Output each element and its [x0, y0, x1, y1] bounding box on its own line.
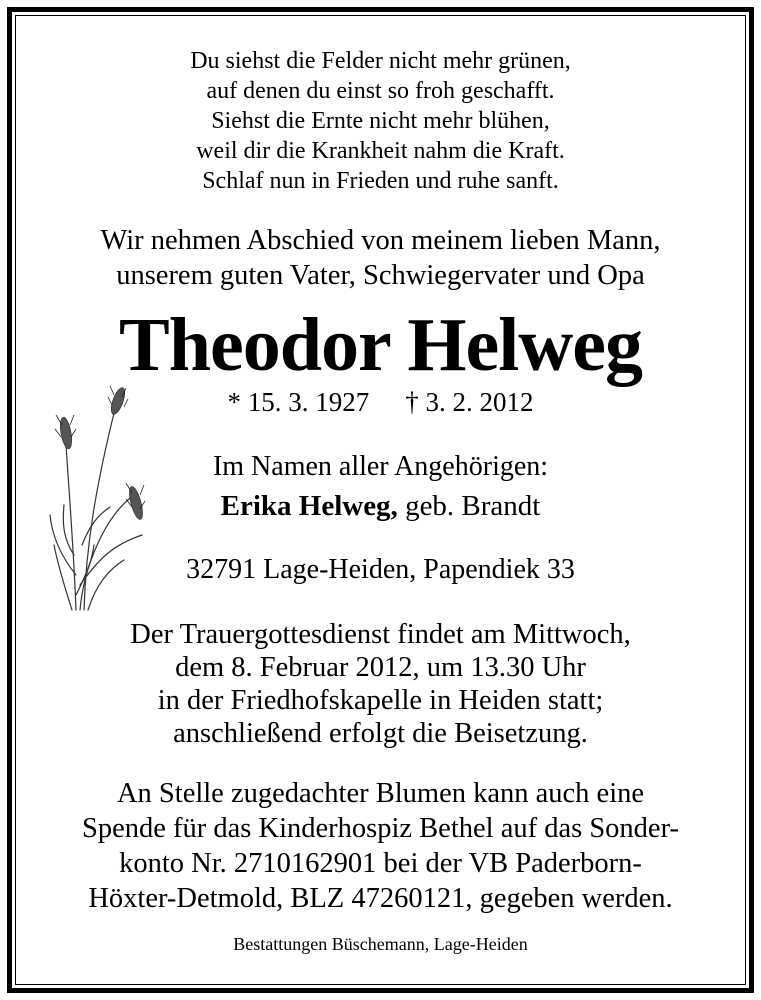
poem-line: weil dir die Krankheit nahm die Kraft.: [196, 138, 565, 164]
family-label: Im Namen aller Angehörigen:: [212, 451, 549, 482]
donation-line: Spende für das Kinderhospiz Bethel auf das Sonder-: [82, 813, 679, 844]
donation-info: [0, 776, 761, 916]
death-date: † 3. 2. 2012: [405, 387, 534, 417]
poem: [0, 46, 761, 196]
widow-name: Erika Helweg,: [220, 490, 398, 522]
service-line: anschließend erfolgt die Beisetzung.: [173, 718, 588, 749]
poem-line: auf denen du einst so froh geschafft.: [206, 78, 555, 104]
service-line: dem 8. Februar 2012, um 13.30 Uhr: [175, 652, 586, 683]
family-signature: [0, 488, 761, 524]
donation-line: Höxter-Detmold, BLZ 47260121, gegeben werden.: [88, 883, 673, 914]
undertaker-credit: Bestattungen Büschemann, Lage-Heiden: [233, 934, 528, 954]
service-line: Der Trauergottesdienst findet am Mittwoch,: [130, 619, 631, 650]
family-address: 32791 Lage-Heiden, Papendiek 33: [186, 554, 575, 585]
service-line: in der Friedhofskapelle in Heiden statt;: [157, 685, 604, 716]
maiden-name: geb. Brandt: [405, 490, 541, 522]
funeral-service-info: [0, 618, 761, 750]
birth-date: * 15. 3. 1927: [227, 387, 370, 417]
farewell-intro: [0, 223, 761, 293]
poem-line: Schlaf nun in Frieden und ruhe sanft.: [202, 168, 559, 194]
poem-line: Du siehst die Felder nicht mehr grünen,: [190, 48, 571, 74]
deceased-name: Theodor Helweg: [119, 303, 642, 387]
intro-line: unserem guten Vater, Schwiegervater und Opa: [116, 260, 645, 291]
intro-line: Wir nehmen Abschied von meinem lieben Mann,: [100, 225, 661, 256]
poem-line: Siehst die Ernte nicht mehr blühen,: [211, 108, 550, 134]
donation-line: konto Nr. 2710162901 bei der VB Paderborn-: [119, 848, 642, 879]
donation-line: An Stelle zugedachter Blumen kann auch eine: [116, 778, 645, 809]
